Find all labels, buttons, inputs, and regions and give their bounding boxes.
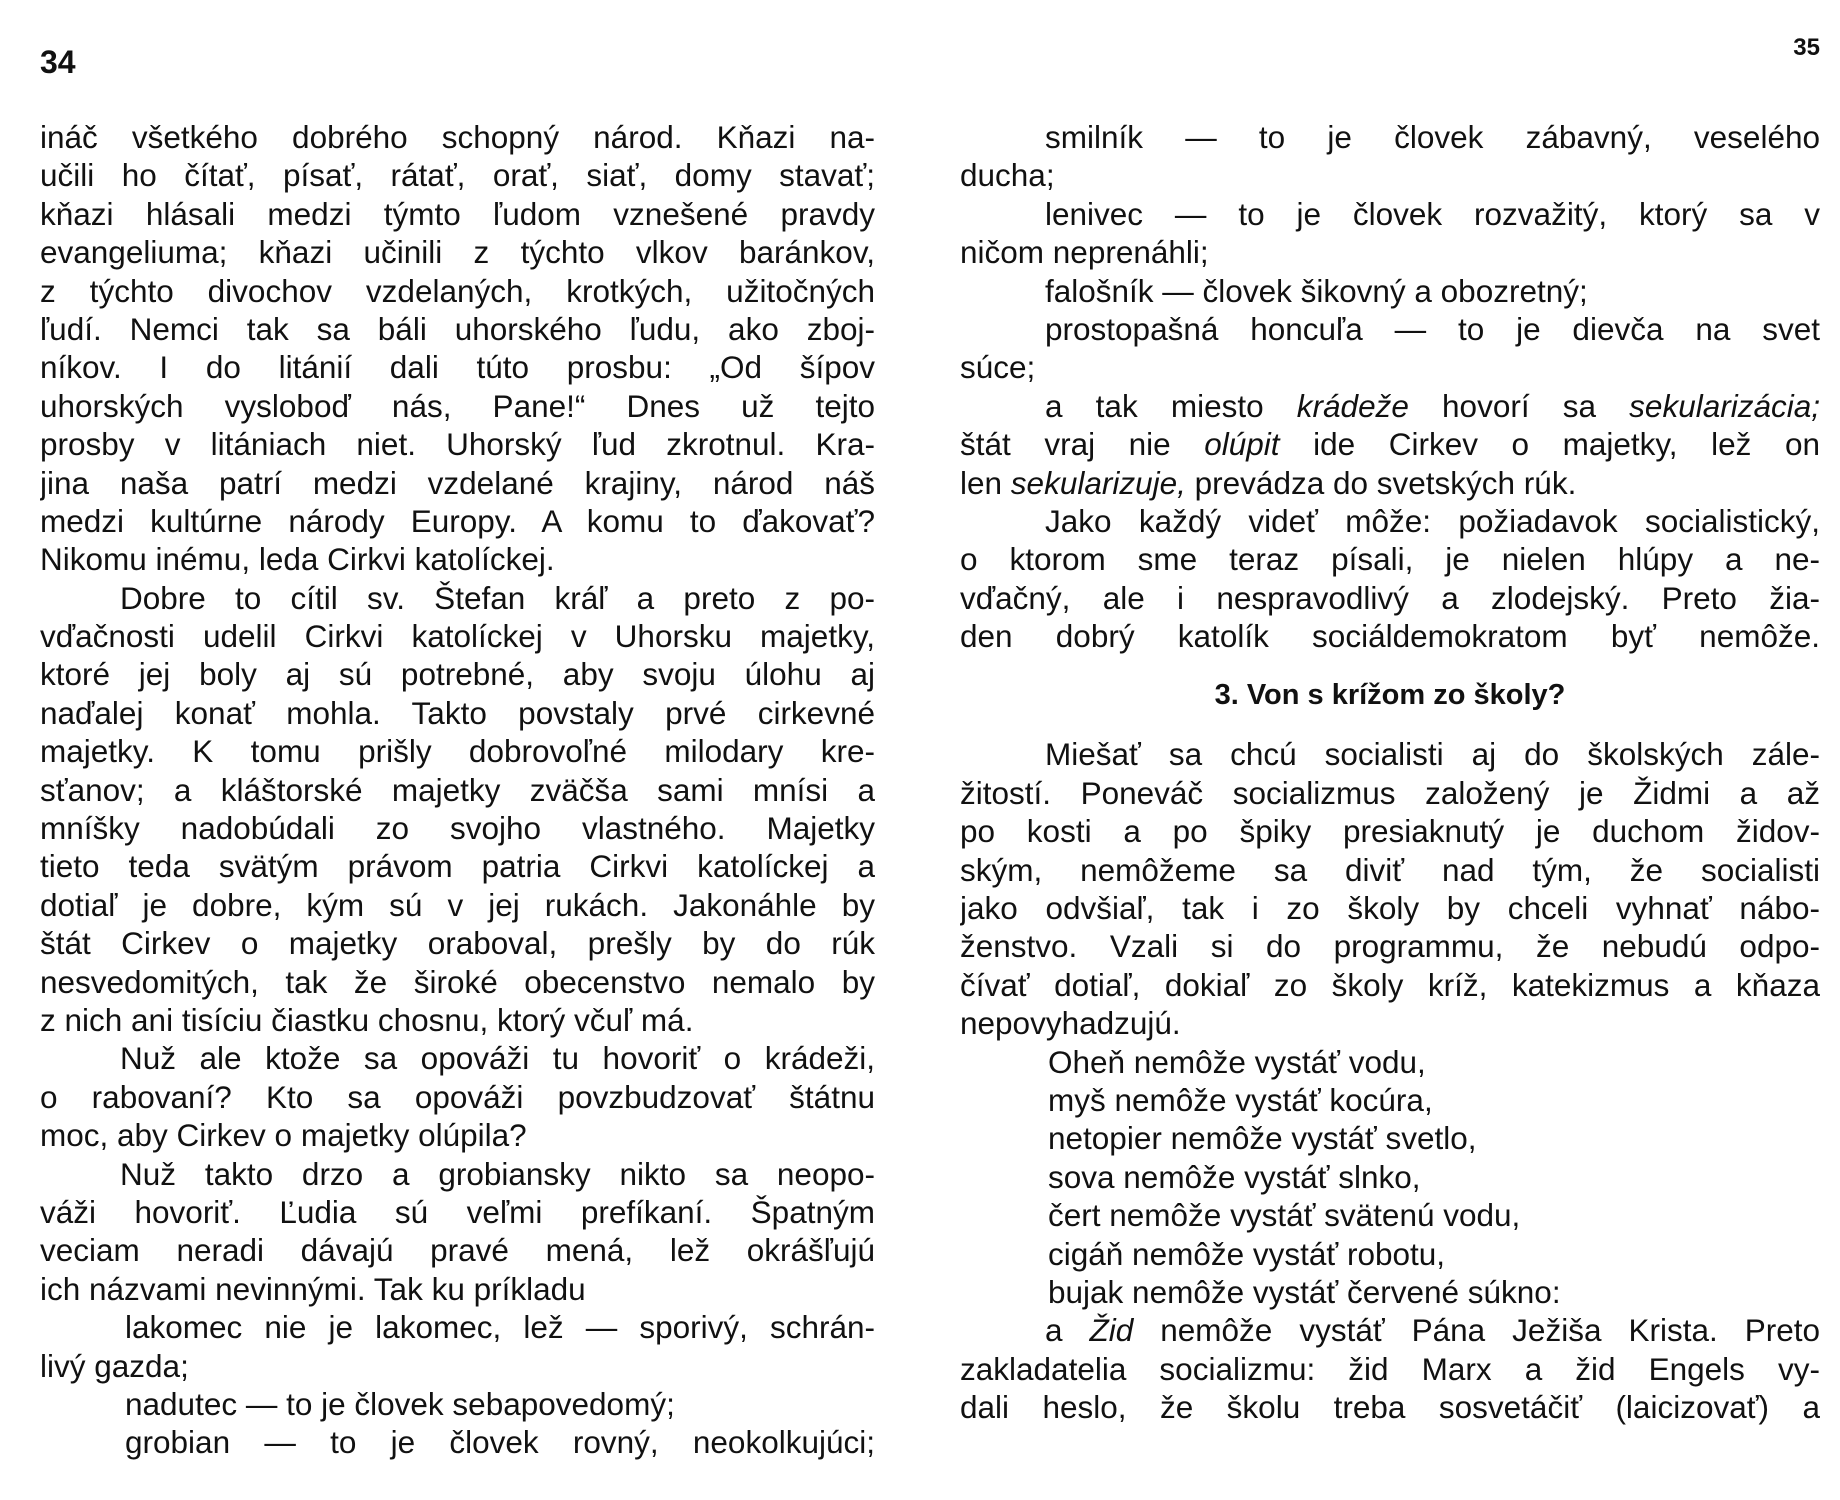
text-line: čert nemôže vystáť svätenú vodu, — [1048, 1197, 1521, 1234]
text-line: vďačnosti udelil Cirkvi katolíckej v Uhorsku majetky, — [40, 618, 875, 655]
text-line: ničom neprenáhli; — [960, 234, 1209, 271]
text-line: uhorských vysloboď nás, Pane!“ Dnes už tejto — [40, 387, 875, 424]
text-line: falošník — človek šikovný a obozretný; — [1045, 272, 1588, 309]
text-line: naďalej konať mohla. Takto povstaly prvé cirkevné — [40, 694, 875, 731]
text-line: majetky. K tomu prišly dobrovoľné milodary kre- — [40, 733, 875, 770]
right-page-text — [960, 118, 1820, 1427]
text-line: kňazi hlásali medzi týmto ľudom vznešené pravdy — [40, 195, 875, 232]
text-line: a Žid nemôže vystáť Pána Ježiša Krista. Preto — [1045, 1312, 1820, 1349]
text-line: učili ho čítať, písať, rátať, orať, siať, domy stavať; — [40, 157, 875, 194]
text-line: mníšky nadobúdali zo svojho vlastného. Majetky — [40, 810, 875, 847]
text-line: sťanov; a kláštorské majetky zväčša sami mnísi a — [40, 771, 875, 808]
page-number-right: 35 — [1793, 34, 1820, 61]
text-line: Oheň nemôže vystáť vodu, — [1048, 1043, 1426, 1080]
text-line: z nich ani tisíciu čiastku chosnu, ktorý včuľ má. — [40, 1001, 694, 1038]
left-page-text — [40, 118, 875, 1462]
text-line: lakomec nie je lakomec, lež — sporivý, schrán- — [125, 1309, 875, 1346]
text-line: Miešať sa chcú socialisti aj do školských zále- — [1045, 736, 1820, 773]
text-line: nepovyhadzujú. — [960, 1005, 1181, 1042]
text-line: štát Cirkev o majetky oraboval, prešly by do rúk — [40, 925, 875, 962]
text-line: veciam neradi dávajú pravé mená, lež okrášľujú — [40, 1232, 875, 1269]
text-line: žitostí. Poneváč socializmus založený je Židmi a až — [960, 774, 1820, 811]
text-line: o rabovaní? Kto sa opováži povzbudzovať štátnu — [40, 1078, 875, 1115]
text-line: bujak nemôže vystáť červené súkno: — [1048, 1273, 1561, 1310]
text-line: Nuž ale ktože sa opováži tu hovoriť o krádeži, — [120, 1040, 875, 1077]
text-line: o ktorom sme teraz písali, je nielen hlúpy a ne- — [960, 541, 1820, 578]
text-line: po kosti a po špiky presiaknutý je duchom židov- — [960, 813, 1820, 850]
text-line: Dobre to cítil sv. Štefan kráľ a preto z po- — [120, 579, 875, 616]
text-line: prostopašná honcuľa — to je dievča na svet — [1045, 310, 1820, 347]
text-line: štát vraj nie olúpit ide Cirkev o majetky, lež on — [960, 426, 1820, 463]
text-line: ducha; — [960, 157, 1055, 194]
text-line: moc, aby Cirkev o majetky olúpila? — [40, 1117, 527, 1154]
text-line: nadutec — to je človek sebapovedomý; — [125, 1385, 675, 1422]
text-line: prosby v litániach niet. Uhorský ľud zkrotnul. Kra- — [40, 426, 875, 463]
text-line: čívať dotiaľ, dokiaľ zo školy kríž, katekizmus a kňaza — [960, 966, 1820, 1003]
text-line: vďačný, ale i nespravodlivý a zlodejský. Preto žia- — [960, 579, 1820, 616]
text-line: lenivec — to je človek rozvažitý, ktorý sa v — [1045, 195, 1820, 232]
text-line: ich názvami nevinnými. Tak ku príkladu — [40, 1270, 586, 1307]
text-line: váži hovoriť. Ľudia sú veľmi prefíkaní. Špatným — [40, 1193, 875, 1230]
text-line: níkov. I do litánií dali túto prosbu: „Od šípov — [40, 349, 875, 386]
text-line: sova nemôže vystáť slnko, — [1048, 1158, 1421, 1195]
text-line: jako odvšiaľ, tak i zo školy by chceli vyhnať nábo- — [960, 890, 1820, 927]
text-line: z týchto divochov vzdelaných, krotkých, užitočných — [40, 272, 875, 309]
text-line: jina naša patrí medzi vzdelané krajiny, národ náš — [40, 464, 875, 501]
text-line: ktoré jej boly aj sú potrebné, aby svoju úlohu aj — [40, 656, 875, 693]
text-line: myš nemôže vystáť kocúra, — [1048, 1081, 1433, 1118]
section-heading: 3. Von s krížom zo školy? — [1214, 679, 1566, 712]
text-line: grobian — to je človek rovný, neokolkujúci; — [125, 1424, 875, 1461]
text-line: smilník — to je človek zábavný, veselého — [1045, 119, 1820, 155]
text-line: a tak miesto krádeže hovorí sa sekularizácia; — [1045, 387, 1820, 424]
text-line: len sekularizuje, prevádza do svetských rúk. — [960, 464, 1577, 501]
text-line: livý gazda; — [40, 1347, 189, 1384]
text-line: ináč všetkého dobrého schopný národ. Kňazi na- — [40, 119, 875, 155]
page-number-left: 34 — [40, 44, 76, 80]
text-line: Nikomu inému, leda Cirkvi katolíckej. — [40, 541, 555, 578]
text-line: tieto teda svätým právom patria Cirkvi katolíckej a — [40, 848, 875, 885]
text-line: zakladatelia socializmu: žid Marx a žid Engels vy- — [960, 1350, 1820, 1387]
text-line: Nuž takto drzo a grobiansky nikto sa neopo- — [120, 1155, 875, 1192]
text-line: dali heslo, že školu treba sosvetáčiť (laicizovať) a — [960, 1389, 1820, 1426]
text-line: evangeliuma; kňazi učinili z týchto vlkov baránkov, — [40, 234, 875, 271]
text-line: ľudí. Nemci tak sa báli uhorského ľudu, ako zboj- — [40, 310, 875, 347]
text-line: medzi kultúrne národy Europy. A komu to ďakovať? — [40, 502, 875, 539]
text-line: ženstvo. Vzali si do programmu, že nebudú odpo- — [960, 928, 1820, 965]
text-line: ským, nemôžeme sa diviť nad tým, že socialisti — [960, 851, 1820, 888]
text-line: dotiaľ je dobre, kým sú v jej rukách. Jakonáhle by — [40, 886, 875, 923]
text-line: netopier nemôže vystáť svetlo, — [1048, 1120, 1477, 1157]
text-line: nesvedomitých, tak že široké obecenstvo nemalo by — [40, 963, 875, 1000]
text-line: cigáň nemôže vystáť robotu, — [1048, 1235, 1446, 1272]
text-line: Jako každý videť môže: požiadavok socialistický, — [1045, 502, 1820, 539]
text-line: súce; — [960, 349, 1036, 386]
text-line: den dobrý katolík sociáldemokratom byť nemôže. — [960, 618, 1820, 655]
